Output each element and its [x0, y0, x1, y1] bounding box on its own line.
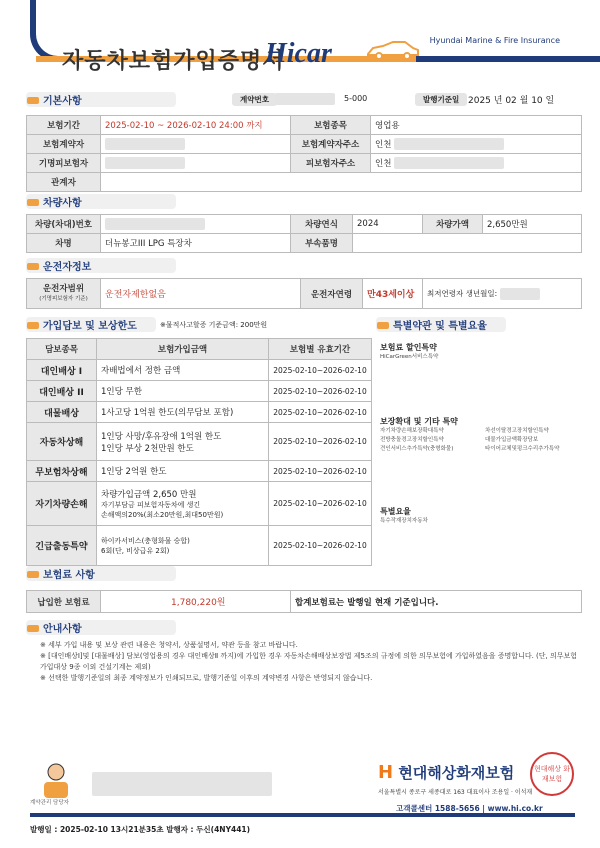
- issue-date: 2025 년 02 월 10 일: [468, 96, 555, 106]
- scope-label: 운전자범위 (기명피보험자 기준): [27, 279, 101, 309]
- contract-no-suffix: 5-000: [344, 94, 368, 103]
- contract-no-label: 계약번호: [232, 94, 277, 105]
- age-value: 만43세이상: [363, 279, 423, 309]
- table-row: 대물배상 1사고당 1억원 한도(의무담보 포함) 2025-02-10~2026-02-10: [27, 402, 372, 423]
- agent-redacted: [92, 772, 272, 796]
- parts-label: 부속품명: [291, 234, 353, 253]
- special-section-label: 특별약관 및 특별요율: [393, 321, 487, 332]
- special-terms: [380, 340, 590, 526]
- agent-label: 계약관리 담당자: [30, 800, 69, 806]
- call-center: 고객콜센터 1588-5656 | www.hi.co.kr: [396, 804, 543, 813]
- holder-label: 보험계약자: [27, 135, 101, 154]
- vehicle-section-title: [26, 194, 82, 209]
- basic-section-label: 기본사항: [43, 96, 82, 107]
- coverage-col-name: 담보종목: [27, 339, 97, 360]
- hand-icon: [26, 196, 40, 208]
- table-row: 무보험차상해 1인당 2억원 한도 2025-02-10~2026-02-10: [27, 461, 372, 482]
- hand-icon: [26, 94, 40, 106]
- special-section-title: [376, 317, 487, 332]
- model-label: 차명: [27, 234, 101, 253]
- insured-addr: 인천: [371, 154, 582, 173]
- page-title: 자동차보험가입증명서: [62, 49, 285, 74]
- price-label: 차량가액: [423, 215, 483, 234]
- age-label: 운전자연령: [301, 279, 363, 309]
- company-english-name: Hyundai Marine & Fire Insurance: [429, 36, 560, 45]
- driver-section-title: [26, 258, 91, 273]
- type-value: 영업용: [371, 116, 582, 135]
- list-item: 전방충돌경고장치할인특약: [380, 437, 444, 443]
- rate-title: 특별요율: [380, 507, 411, 516]
- list-item: 자기차량손해보장확대특약: [380, 428, 444, 434]
- list-item: ※ [대인배상Ⅰ]및 [대물배상] 담보(영업용의 경우 대인배상Ⅱ 까지)에 가입한 경우 자동차손해배상보장법 제5조의 규정에 의한 의무보험에 가입하였음을 증명합니다. (단, 의무보험 가입대상 9종 이외 건설기계는 제외): [40, 652, 578, 671]
- hand-icon: [26, 260, 40, 272]
- table-row: 대인배상 I 자배법에서 정한 금액 2025-02-10~2026-02-10: [27, 360, 372, 381]
- list-item: 타이어교체및펑크수리추가특약: [485, 446, 560, 452]
- expand-list: [380, 427, 590, 454]
- vehicle-table: [26, 214, 582, 253]
- basic-section-title: [26, 92, 82, 107]
- hand-icon: [26, 568, 40, 580]
- table-row: 자기차량손해 차량가입금액 2,650 만원 자기부담금 피보험자동차에 생긴 손해액의20%(최소20만원,최대50만원) 2025-02-10~2026-02-10: [27, 482, 372, 526]
- plate-label: 차량(차대)번호: [27, 215, 101, 234]
- driver-section-label: 운전자정보: [43, 262, 92, 273]
- plate-value: [101, 215, 291, 234]
- company-seal: 현대해상 화재보험: [530, 752, 574, 796]
- table-row: 자동차상해 1인당 사망/후유장애 1억원 한도 1인당 부상 2천만원 한도 2025-02-10~2026-02-10: [27, 423, 372, 461]
- issue-date-label: 발행기준일: [415, 94, 467, 105]
- agent-icon: [36, 760, 76, 800]
- vehicle-section-label: 차량사항: [43, 198, 82, 209]
- hicar-logo: Hicar: [265, 38, 332, 69]
- guide-notes: [40, 640, 580, 684]
- min-age-value: 최저연령자 생년월일:: [423, 279, 582, 309]
- car-icon: [365, 40, 420, 60]
- list-item: 견인서비스추가특약(충형화물): [380, 446, 454, 452]
- issued-info: 발행일 : 2025-02-10 13시21분35초 발행자 : 두신(4NY441): [30, 825, 251, 834]
- list-item: ※ 세부 가입 내용 및 보상 관련 내용은 청약서, 상품설명서, 약관 등을 참고 바랍니다.: [40, 641, 298, 649]
- paid-value: 1,780,220원: [101, 591, 291, 613]
- coverage-section-title: [26, 317, 137, 332]
- holder-addr-label: 보험계약자주소: [291, 135, 371, 154]
- price-value: 2,650만원: [483, 215, 582, 234]
- insured-addr-label: 피보험자주소: [291, 154, 371, 173]
- model-value: 더뉴봉고III LPG 특장차: [101, 234, 291, 253]
- hand-icon: [26, 622, 40, 634]
- holder-addr: 인천: [371, 135, 582, 154]
- driver-table: [26, 278, 582, 309]
- insured-value: [101, 154, 291, 173]
- period-label: 보험기간: [27, 116, 101, 135]
- basic-table: [26, 115, 582, 192]
- contract-no-redacted: [275, 93, 335, 105]
- type-label: 보험종목: [291, 116, 371, 135]
- table-row: 긴급출동특약 하이카서비스(충형화물 승합) 6회(단, 비상급유 2회) 2025-02-10~2026-02-10: [27, 526, 372, 566]
- coverage-col-period: 보험별 유효기간: [269, 339, 372, 360]
- company-address: 서울특별시 종로구 세종대로 163 대표이사 조용일 · 이석재: [378, 789, 533, 796]
- year-label: 차량연식: [291, 215, 353, 234]
- hand-icon: [376, 319, 390, 331]
- list-item: 차선이탈경고장치할인특약: [485, 428, 549, 434]
- table-row: 대인배상 II 1인당 무한 2025-02-10~2026-02-10: [27, 381, 372, 402]
- coverage-section-label: 가입담보 및 보상한도: [43, 321, 137, 332]
- rate-item: 특수작재장치자동차: [380, 518, 428, 524]
- premium-section-title: [26, 566, 95, 581]
- insured-label: 기명피보험자: [27, 154, 101, 173]
- total-note: 합계보험료는 발행일 현재 기준입니다.: [291, 591, 582, 613]
- period-value: 2025-02-10 ~ 2026-02-10 24:00 까지: [101, 116, 291, 135]
- hand-icon: [26, 319, 40, 331]
- list-item: ※ 선택한 발행기준일의 최종 계약정보가 인쇄되므로, 발행기준일 이후의 계약변경 사항은 반영되지 않습니다.: [40, 674, 373, 682]
- paid-label: 납입한 보험료: [27, 591, 101, 613]
- list-item: 대물가입금액확장담보: [485, 437, 539, 443]
- relation-value: [101, 173, 582, 192]
- guide-section-title: [26, 620, 82, 635]
- relation-label: 관계자: [27, 173, 101, 192]
- year-value: 2024: [353, 215, 423, 234]
- company-logo: H 현대해상화재보험: [378, 762, 515, 783]
- coverage-table: [26, 338, 372, 566]
- holder-value: [101, 135, 291, 154]
- guide-section-label: 안내사항: [43, 624, 82, 635]
- coverage-col-amount: 보험가입금액: [97, 339, 269, 360]
- discount-title: 보험료 할인특약: [380, 343, 437, 352]
- premium-table: [26, 590, 582, 613]
- discount-item: HiCarGreen서비스특약: [380, 354, 439, 360]
- footer-divider: [30, 813, 575, 817]
- parts-value: [353, 234, 582, 253]
- scope-value: 운전자제한없음: [101, 279, 301, 309]
- premium-section-label: 보험료 사항: [43, 570, 95, 581]
- coverage-note: ※물적사고할증 기준금액: 200만원: [160, 321, 268, 329]
- expand-title: 보장확대 및 기타 특약: [380, 417, 458, 426]
